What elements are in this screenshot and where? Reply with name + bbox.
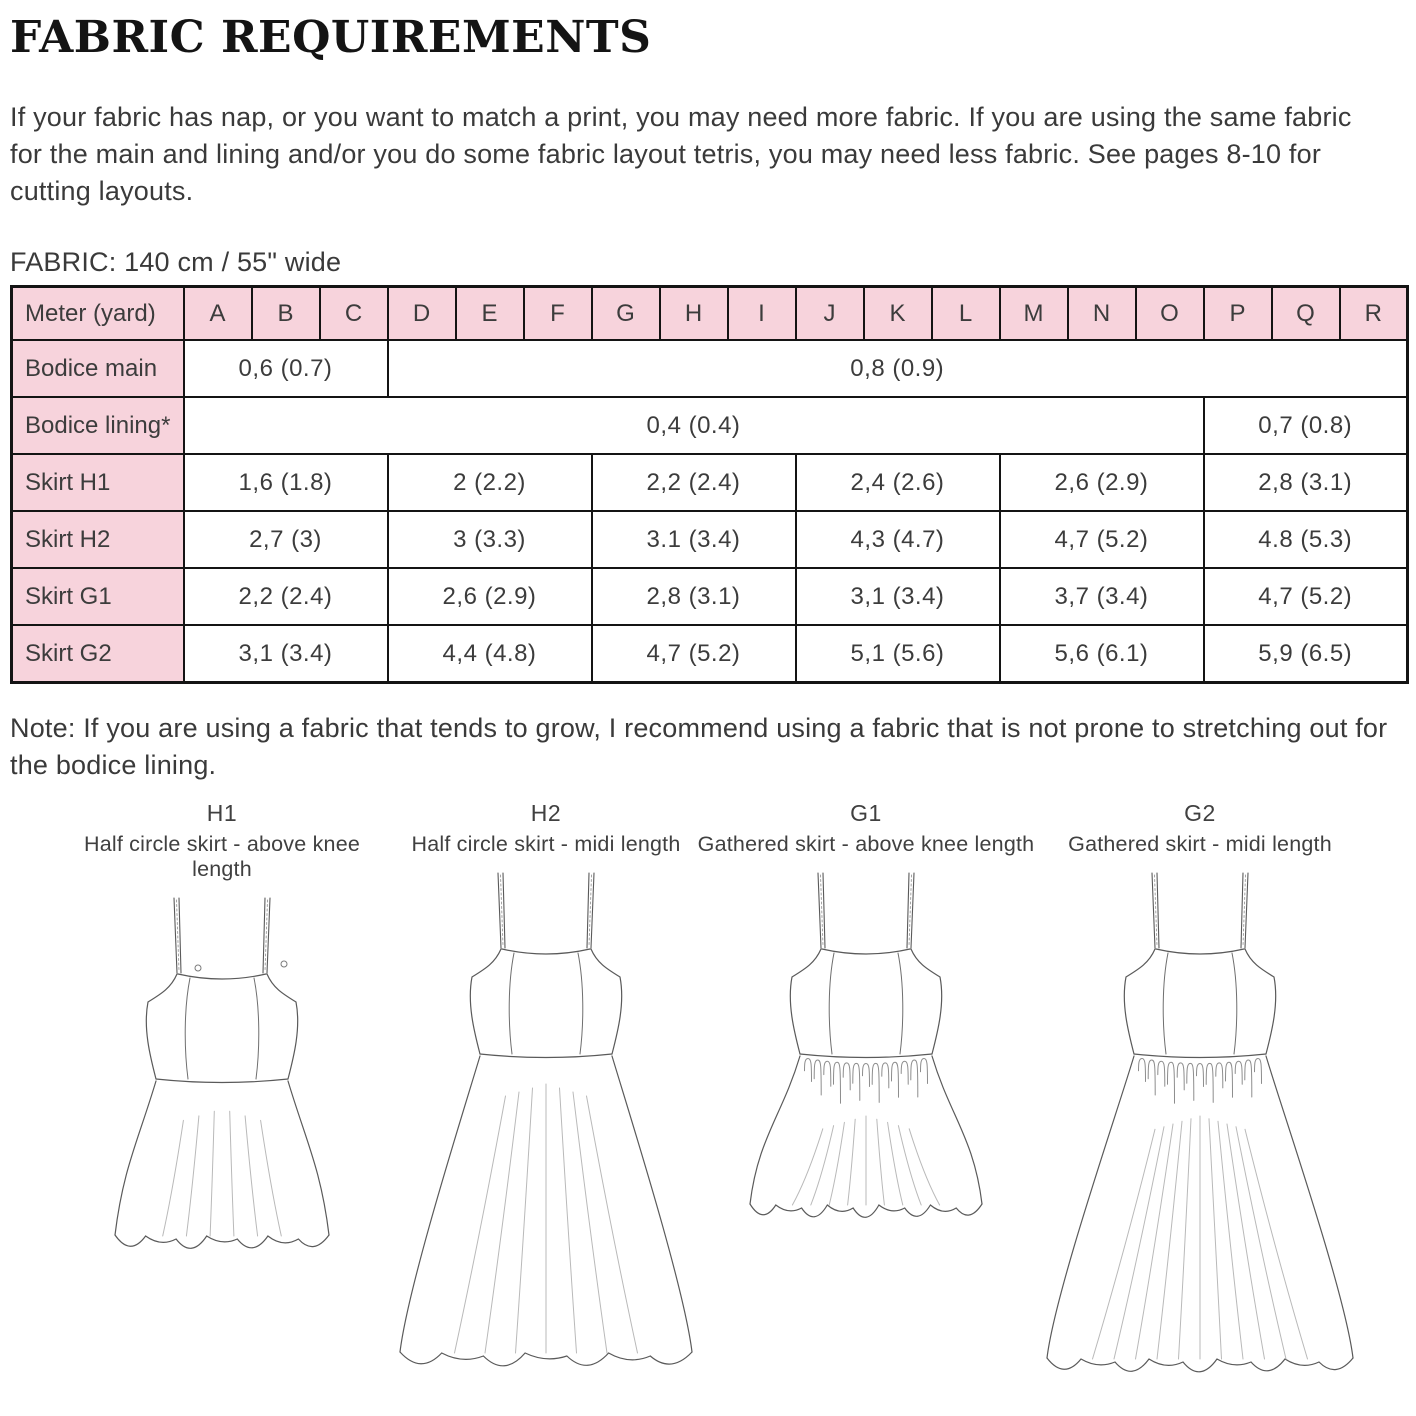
- meterage-value-cell: 4,7 (5.2): [1000, 511, 1204, 568]
- meterage-value-cell: 3,1 (3.4): [184, 625, 388, 683]
- size-header-row: [12, 287, 1408, 341]
- figure-h1-caption: Half circle skirt - above knee length: [83, 832, 361, 881]
- figure-g2-code: G2: [1184, 800, 1216, 826]
- row-label-cell: Bodice lining*: [12, 397, 184, 454]
- meterage-value-cell: 4,7 (5.2): [592, 625, 796, 683]
- fabric-width-label: FABRIC: 140 cm / 55" wide: [10, 247, 342, 277]
- meterage-value-cell: 2,8 (3.1): [1204, 454, 1408, 511]
- size-column-header-f: F: [524, 287, 592, 341]
- meterage-value-cell: 3,7 (3.4): [1000, 568, 1204, 625]
- size-column-header-a: A: [184, 287, 252, 341]
- figure-g2: [1030, 800, 1370, 1398]
- meterage-value-cell: 2,6 (2.9): [388, 568, 592, 625]
- figure-g2-caption: Gathered skirt - midi length: [1068, 832, 1332, 856]
- note-paragraph: Note: If you are using a fabric that tends to grow, I recommend using a fabric that is not prone to stretching out for the bodice lining.: [10, 713, 1388, 780]
- figure-g1-code: G1: [850, 800, 882, 826]
- table-row-skirt-g1: [12, 568, 1408, 625]
- dress-illustration-h2-half-circle-midi: [396, 870, 696, 1390]
- size-column-header-k: K: [864, 287, 932, 341]
- size-column-header-e: E: [456, 287, 524, 341]
- dress-illustration-g2-gathered-midi: [1040, 870, 1360, 1398]
- size-column-header-c: C: [320, 287, 388, 341]
- meterage-value-cell: 3.1 (3.4): [592, 511, 796, 568]
- size-column-header-j: J: [796, 287, 864, 341]
- meterage-value-cell: 0,6 (0.7): [184, 340, 388, 397]
- meterage-value-cell: 1,6 (1.8): [184, 454, 388, 511]
- table-row-skirt-h1: [12, 454, 1408, 511]
- row-label-cell: Skirt H1: [12, 454, 184, 511]
- row-label-cell: Bodice main: [12, 340, 184, 397]
- size-column-header-h: H: [660, 287, 728, 341]
- meterage-value-cell: 5,9 (6.5): [1204, 625, 1408, 683]
- figure-g1: [696, 800, 1036, 1238]
- size-column-header-l: L: [932, 287, 1000, 341]
- meterage-value-cell: 4.8 (5.3): [1204, 511, 1408, 568]
- meterage-value-cell: 0,4 (0.4): [184, 397, 1204, 454]
- meter-yard-header-cell: Meter (yard): [12, 287, 184, 341]
- meterage-value-cell: 4,4 (4.8): [388, 625, 592, 683]
- figure-h2-caption: Half circle skirt - midi length: [411, 832, 681, 856]
- figure-g1-caption: Gathered skirt - above knee length: [697, 832, 1035, 856]
- meterage-value-cell: 4,7 (5.2): [1204, 568, 1408, 625]
- figure-h2: [376, 800, 716, 1390]
- meterage-value-cell: 3 (3.3): [388, 511, 592, 568]
- fabric-requirements-table: [10, 285, 1409, 684]
- intro-paragraph: If your fabric has nap, or you want to match a print, you may need more fabric. If you are using the same fabric for the main and lining and/or you do some fabric layout tetris, you may need less fabric. See pages 8-10 for cutting layouts.: [10, 102, 1352, 206]
- dress-illustration-g1-gathered-short: [744, 870, 988, 1238]
- dress-illustration-h1-half-circle-short: [106, 895, 338, 1267]
- meterage-value-cell: 3,1 (3.4): [796, 568, 1000, 625]
- meterage-value-cell: 2 (2.2): [388, 454, 592, 511]
- page-title: FABRIC REQUIREMENTS: [10, 12, 652, 63]
- meterage-value-cell: 2,8 (3.1): [592, 568, 796, 625]
- meterage-value-cell: 2,7 (3): [184, 511, 388, 568]
- size-column-header-p: P: [1204, 287, 1272, 341]
- size-column-header-q: Q: [1272, 287, 1340, 341]
- size-column-header-m: M: [1000, 287, 1068, 341]
- row-label-cell: Skirt G1: [12, 568, 184, 625]
- figure-h1-code: H1: [206, 800, 238, 826]
- meterage-value-cell: 0,7 (0.8): [1204, 397, 1408, 454]
- figure-h2-code: H2: [530, 800, 562, 826]
- size-column-header-d: D: [388, 287, 456, 341]
- meterage-value-cell: 0,8 (0.9): [388, 340, 1408, 397]
- row-label-cell: Skirt G2: [12, 625, 184, 683]
- table-row-bodice-main: [12, 340, 1408, 397]
- size-column-header-b: B: [252, 287, 320, 341]
- meterage-value-cell: 5,1 (5.6): [796, 625, 1000, 683]
- size-column-header-i: I: [728, 287, 796, 341]
- table-row-skirt-g2: [12, 625, 1408, 683]
- meterage-value-cell: 2,6 (2.9): [1000, 454, 1204, 511]
- table-row-bodice-lining: [12, 397, 1408, 454]
- size-column-header-o: O: [1136, 287, 1204, 341]
- figure-h1: [52, 800, 392, 1267]
- meterage-value-cell: 2,2 (2.4): [184, 568, 388, 625]
- row-label-cell: Skirt H2: [12, 511, 184, 568]
- size-column-header-r: R: [1340, 287, 1408, 341]
- meterage-value-cell: 2,2 (2.4): [592, 454, 796, 511]
- size-column-header-n: N: [1068, 287, 1136, 341]
- size-column-header-g: G: [592, 287, 660, 341]
- meterage-value-cell: 4,3 (4.7): [796, 511, 1000, 568]
- meterage-value-cell: 5,6 (6.1): [1000, 625, 1204, 683]
- meterage-value-cell: 2,4 (2.6): [796, 454, 1000, 511]
- table-row-skirt-h2: [12, 511, 1408, 568]
